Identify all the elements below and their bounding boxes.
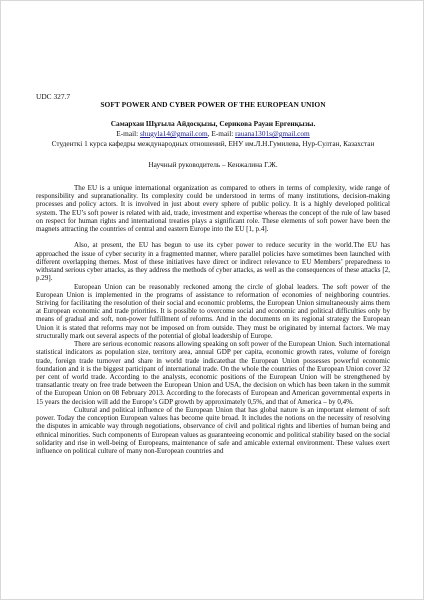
email-separator: , E-mail: xyxy=(207,129,236,138)
supervisor: Научный руководитель – Кенжалина Г.Ж. xyxy=(148,160,278,169)
affiliation: Студенткi 1 курса кафедры международных отношений, ЕНУ им.Л.Н.Гумилева, Нур-Султан, Казахстан xyxy=(51,139,375,148)
email-label-1: E-mail: xyxy=(116,129,140,138)
email-link-2[interactable]: rauana1301s@gmail.com xyxy=(235,129,310,138)
body-text xyxy=(36,184,390,455)
paragraph-1: The EU is a unique international organization as compared to others in terms of complexity, wide range of responsibility and supranationality. Its complexity could be understood in terms of many institutions, decision-making processes and policy actors. It is involved in just about every sphere of public policy. It is a highly developed political system. The EU’s soft power is related with aid, trade, investment and expertise whereas the concept of the rule of law based on respect for human rights and international treaties plays a significant role. These elements of soft power have been the magnets attracting the countries of central and eastern Europe into the EU [1, p.4]. xyxy=(36,184,390,234)
paragraph-4: There are serious economic reasons allowing speaking on soft power of the European Union. Such international statistical indicators as population size, territory area, annual GDP per capita, economic growth rates, volume of foreign trade, foreign trade turnover and share in world trade indicatethat the European Union possesses powerful economic foundation and it is the biggest participant of international trade. On the whole the countries of the European Union cover 32 per cent of world trade. According to the analysts, economic positions of the European Union will be strengthened by transatlantic treaty on free trade between the European Union and USA, the decision on which has been taken in the summit of the European Union on 08 February 2013. According to the forecasts of European and American governmental experts in 15 years the decision will add the Europe’s GDP growth by approximately 0,5%, and that of America – by 0,4%. xyxy=(36,340,390,406)
paragraph-2: Also, at present, the EU has begun to use its cyber power to reduce security in the world.The EU has approached the issue of cyber security in a fragmented manner, where parallel policies have sometimes been launched with different overlapping themes. Most of these initiatives have direct or indirect relevance to EU Members’ preparedness to withstand serious cyber attacks, as they address the methods of cyber attacks, as well as the consequences of these attacks [2, p.29]. xyxy=(36,241,390,283)
authors: Самархан Шұғыла Айдосқызы, Серикова Рауан Ергенқызы. xyxy=(110,119,316,128)
email-line xyxy=(36,129,390,139)
paragraph-5: Cultural and political influence of the European Union that has global nature is an important element of soft power. Today the conception European values has become quite broad. It includes the notions on the necessity of resolving the disputes in amicable way through negotiations, observance of civil and political rights and liberties of human being and ethnical minorities. Such components of European values as guaranteeing economic and political stability based on the social solidarity and rise in well-being of Europeans, maintenance of safe and amicable external environment. These values exert influence on political culture of many non-European countries and xyxy=(36,405,390,456)
udc-code: UDC 327.7 xyxy=(36,92,71,101)
paper-title: SOFT POWER AND CYBER POWER OF THE EUROPEAN UNION xyxy=(100,100,326,109)
paragraph-3: European Union can be reasonably reckoned among the circle of global leaders. The soft power of the European Union is implemented in the programs of assistance to reformation of economies of neighboring countries. Striving for facilitating the resolution of their social and economic problems, the European Union simultaneously aims them at European economic and trade priorities. It is possible to overcome social and economic and political difficulties only by means of gradual and soft, non-power fulfillment of reforms. And in the documents on its regional strategy the European Union it is stated that reforms may not be imposed on from outside. They must be originated by internal factors. We may structurally mark out several aspects of the potential of global leadership of Europe. xyxy=(36,282,390,340)
email-link-1[interactable]: shugyla14@gmail.com xyxy=(140,129,208,138)
